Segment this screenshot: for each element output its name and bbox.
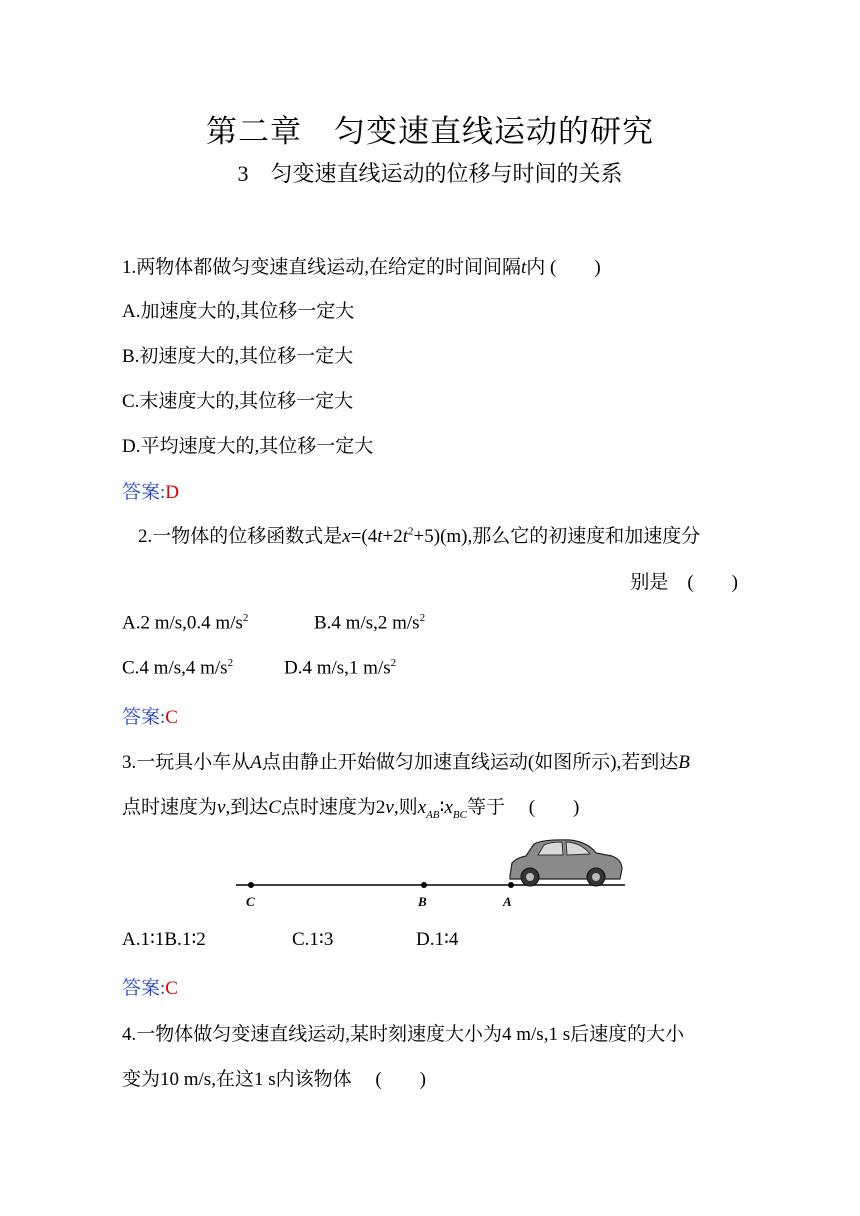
point-c xyxy=(248,882,254,888)
q3-answer: 答案:C xyxy=(122,978,178,999)
label-b: B xyxy=(418,894,427,909)
q3-options: A.1∶1B.1∶2 C.1∶3 D.1∶4 xyxy=(122,929,459,950)
q1-option-a: A.加速度大的,其位移一定大 xyxy=(122,301,355,322)
section-title: 3 匀变速直线运动的位移与时间的关系 xyxy=(237,161,623,186)
q2-answer: 答案:C xyxy=(122,707,178,728)
q4-stem-continued: 变为10 m/s,在这1 s内该物体 ( ) xyxy=(122,1069,427,1090)
label-a: A xyxy=(503,894,512,909)
toy-car-icon xyxy=(510,840,622,886)
chapter-title: 第二章 匀变速直线运动的研究 xyxy=(206,114,654,149)
point-b xyxy=(421,882,427,888)
q3-stem-continued: 点时速度为v,到达C点时速度为2v,则$x_{AB}∶x_{BC}$等于 ( ) xyxy=(122,797,580,821)
q2-stem: 2.一物体的位移函数式是$x=(4t+2t^2+5)(m)$,那么它的初速度和加速度分 xyxy=(138,525,701,547)
label-c: C xyxy=(246,894,255,909)
q2-options-row2: C.4 m/s,4 $m/s^2$ D.4 m/s,1 $m/s^2$ xyxy=(122,657,397,679)
q1-option-b: B.初速度大的,其位移一定大 xyxy=(122,346,354,367)
q3-stem: 3.一玩具小车从A点由静止开始做匀加速直线运动(如图所示),若到达B xyxy=(122,752,690,773)
q2-stem-continued: 别是 ( ) xyxy=(630,572,738,593)
q2-options-row1: A.2 m/s,0.4 $m/s^2$ B.4 m/s,2 $m/s^2$ xyxy=(122,612,426,634)
q1-answer: 答案:D xyxy=(122,482,180,503)
q3-figure xyxy=(230,836,630,912)
q4-stem: 4.一物体做匀变速直线运动,某时刻速度大小为4 m/s,1 s后速度的大小 xyxy=(122,1024,685,1045)
q1-option-d: D.平均速度大的,其位移一定大 xyxy=(122,436,374,457)
q1-stem: 1.两物体都做匀变速直线运动,在给定的时间间隔t内 ( ) xyxy=(122,257,601,278)
point-a xyxy=(508,882,514,888)
q1-option-c: C.末速度大的,其位移一定大 xyxy=(122,391,354,412)
